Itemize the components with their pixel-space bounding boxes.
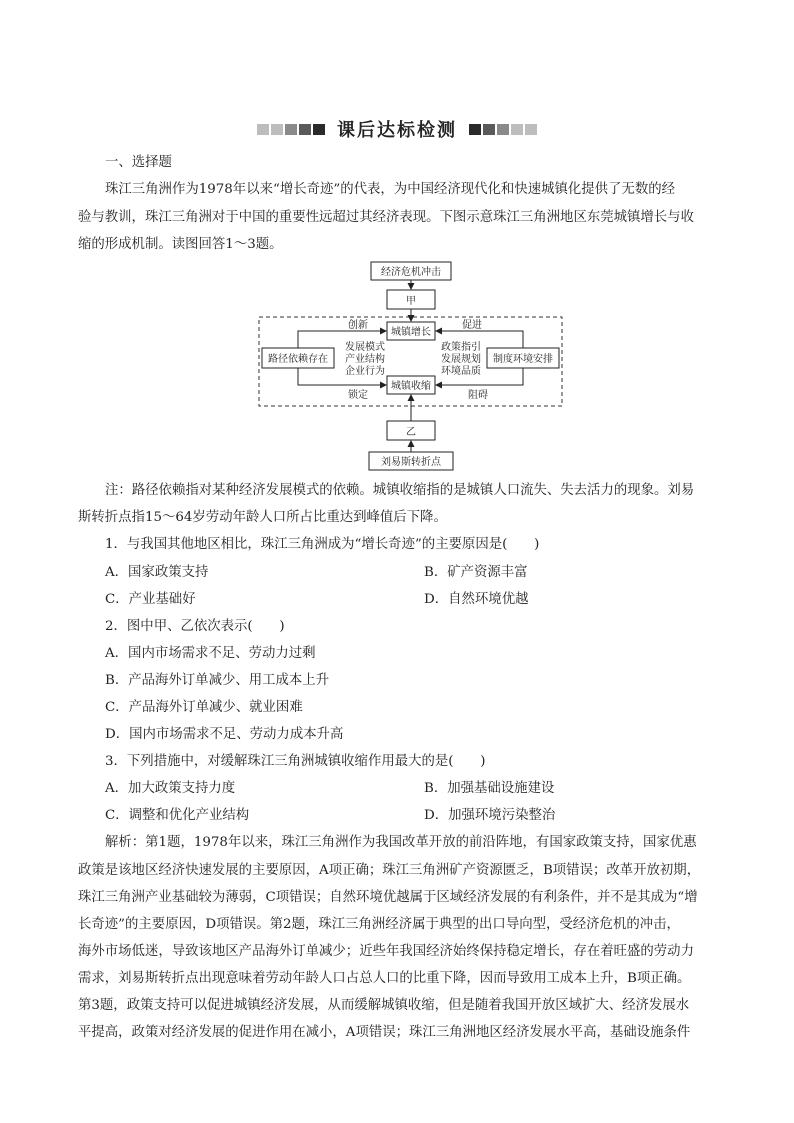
economic-crisis-label: 经济危机冲击 <box>381 267 441 278</box>
right-factor: 发展规划 <box>441 354 481 365</box>
analysis-line: 解析：第1题，1978年以来，珠江三角洲作为我国改革开放的前沿阵地，有国家政策支持，国家优惠 <box>105 835 697 850</box>
left-factor: 企业行为 <box>345 366 385 377</box>
analysis-line: 珠江三角洲产业基础较为薄弱，C项错误；自然环境优越属于区域经济发展的有利条件，并不是其成为“增 <box>78 890 698 905</box>
intro-line: 验与教训，珠江三角洲对于中国的重要性远超过其经济表现。下图示意珠江三角洲地区东莞城镇增长与收 <box>78 210 694 225</box>
institutional-label: 制度环境安排 <box>493 354 553 365</box>
mechanism-diagram <box>0 0 794 480</box>
question-stem: 2．图中甲、乙依次表示( ) <box>105 619 285 634</box>
town-shrink-label: 城镇收缩 <box>391 381 431 392</box>
section-title: 一、选择题 <box>105 155 172 170</box>
option-c: C．调整和优化产业结构 <box>105 808 250 823</box>
left-factor: 发展模式 <box>345 342 385 353</box>
path-dependence-label: 路径依赖存在 <box>268 354 328 365</box>
left-factor: 产业结构 <box>345 354 385 365</box>
right-factor: 环境品质 <box>441 366 481 377</box>
option-b: B．矿产资源丰富 <box>424 565 528 580</box>
question-stem: 3．下列措施中，对缓解珠江三角洲城镇收缩作用最大的是( ) <box>105 754 486 769</box>
right-factor: 政策指引 <box>441 342 481 353</box>
option-c: C．产业基础好 <box>105 592 196 607</box>
option-d: D．国内市场需求不足、劳动力成本升高 <box>105 727 344 742</box>
option-b: B．加强基础设施建设 <box>424 781 555 796</box>
town-growth-label: 城镇增长 <box>391 327 431 338</box>
hinder-label: 阻碍 <box>468 390 488 401</box>
question-stem: 1．与我国其他地区相比，珠江三角洲成为“增长奇迹”的主要原因是( ) <box>105 537 540 552</box>
note-line: 斯转折点指15～64岁劳动年龄人口所占比重达到峰值后下降。 <box>78 510 447 525</box>
note-line: 注：路径依赖指对某种经济发展模式的依赖。城镇收缩指的是城镇人口流失、失去活力的现象。刘易 <box>105 483 695 498</box>
option-a: A．国家政策支持 <box>105 565 209 580</box>
innovate-label: 创新 <box>348 320 368 331</box>
option-a: A．加大政策支持力度 <box>105 781 236 796</box>
option-a: A．国内市场需求不足、劳动力过剩 <box>105 646 316 661</box>
option-d: D．自然环境优越 <box>424 592 529 607</box>
intro-line: 珠江三角洲作为1978年以来“增长奇迹”的代表，为中国经济现代化和快速城镇化提供了无数的经 <box>105 182 676 197</box>
page-title: 课后达标检测 <box>337 120 457 141</box>
intro-line: 缩的形成机制。读图回答1～3题。 <box>78 237 283 252</box>
analysis-line: 长奇迹”的主要原因，D项错误。第2题，珠江三角洲经济属于典型的出口导向型，受经济危机的冲击， <box>78 917 680 932</box>
promote-label: 促进 <box>462 320 482 331</box>
analysis-line: 平提高，政策对经济发展的促进作用在减小，A项错误；珠江三角洲地区经济发展水平高，基础设施条件 <box>78 1025 691 1040</box>
option-c: C．产品海外订单减少、就业困难 <box>105 700 303 715</box>
option-b: B．产品海外订单减少、用工成本上升 <box>105 673 330 688</box>
lock-label: 锁定 <box>348 390 368 401</box>
option-d: D．加强环境污染整治 <box>424 808 556 823</box>
analysis-line: 海外市场低迷，导致该地区产品海外订单减少；近些年我国经济始终保持稳定增长，存在着旺盛的劳动力 <box>78 944 694 959</box>
yi-label: 乙 <box>406 427 416 438</box>
analysis-line: 第3题，政策支持可以促进城镇经济发展，从而缓解城镇收缩，但是随着我国开放区域扩大、经济发展水 <box>78 998 690 1013</box>
analysis-line: 政策是该地区经济快速发展的主要原因，A项正确；珠江三角洲矿产资源匮乏，B项错误；改革开放初期， <box>78 863 701 878</box>
lewis-point-label: 刘易斯转折点 <box>381 457 441 468</box>
jia-label: 甲 <box>406 296 416 307</box>
analysis-line: 需求，刘易斯转折点出现意味着劳动年龄人口占总人口的比重下降，因而导致用工成本上升，B项正确。 <box>78 971 691 986</box>
